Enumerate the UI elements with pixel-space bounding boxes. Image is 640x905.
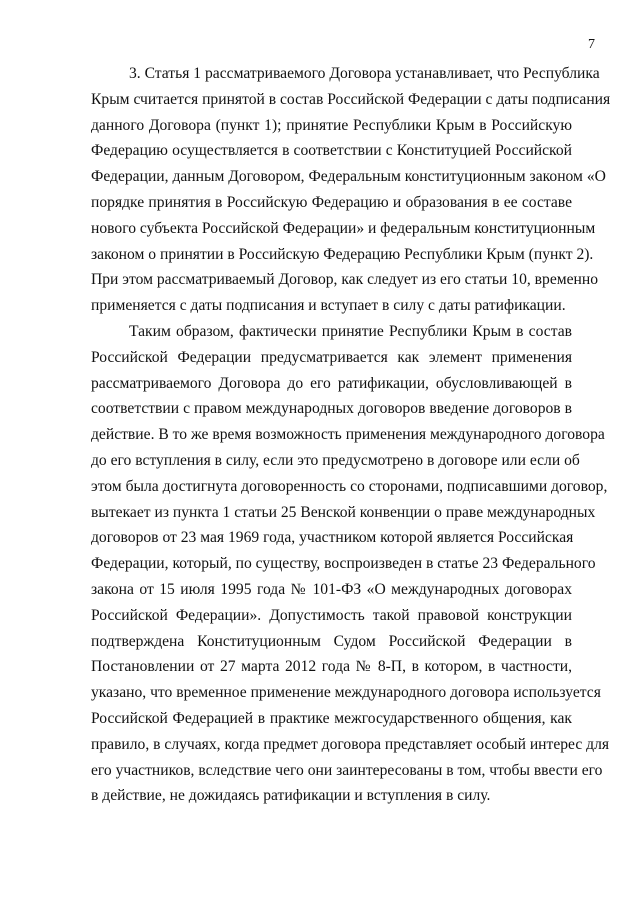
text-line: вытекает из пункта 1 статьи 25 Венской конвенции о праве международных [91,503,596,521]
text-line: нового субъекта Российской Федерации» и федеральным конституционным [91,219,596,237]
text-line: правило, в случаях, когда предмет договора представляет особый интерес для [91,735,610,753]
text-line: этом была достигнута договоренность со сторонами, подписавшими договор, [91,477,608,495]
text-line: действие. В то же время возможность применения международного договора [91,426,605,444]
text-line: Постановлении от 27 марта 2012 года № 8-П, в котором, в частности, [91,658,572,676]
text-line: закона от 15 июля 1995 года № 101-ФЗ «О международных договорах [91,580,572,598]
text-line: При этом рассматриваемый Договор, как следует из его статьи 10, временно [91,271,599,289]
text-line: Федерации, который, по существу, воспроизведен в статье 23 Федерального [91,555,596,573]
text-line: Российской Федерации предусматривается как элемент применения [91,348,572,366]
document-body [91,61,611,809]
text-line: применяется с даты подписания и вступает в силу с даты ратификации. [91,297,566,315]
text-line: соответствии с правом международных договоров введение договоров в [91,400,572,418]
text-line: Таким образом, фактически принятие Республики Крым в состав [129,322,572,340]
page-number: 7 [588,37,595,52]
text-line: данного Договора (пункт 1); принятие Республики Крым в Российскую [91,116,572,134]
text-line: Российской Федерацией в практике межгосударственного общения, как [91,709,572,727]
text-line: в действие, не дожидаясь ратификации и вступления в силу. [91,787,491,805]
text-line: 3. Статья 1 рассматриваемого Договора устанавливает, что Республика [129,65,600,82]
text-line: договоров от 23 мая 1969 года, участником которой является Российская [91,529,574,547]
text-line: его участников, вследствие чего они заинтересованы в том, чтобы ввести его [91,761,603,779]
text-line: рассматриваемого Договора до его ратификации, обусловливающей в [91,374,572,392]
paragraph-2 [91,319,610,809]
text-line: Российской Федерации». Допустимость такой правовой конструкции [91,606,572,624]
text-line: законом о принятии в Российскую Федерацию Республики Крым (пункт 2). [91,245,594,263]
text-line: указано, что временное применение международного договора используется [91,684,601,702]
text-line: до его вступления в силу, если это предусмотрено в договоре или если об [91,451,580,469]
text-line: Федерации, данным Договором, Федеральным конституционным законом «О [91,168,606,186]
text-line: подтверждена Конституционным Судом Российской Федерации в [91,632,572,650]
text-line: Крым считается принятой в состав Российской Федерации с даты подписания [91,90,611,108]
text-line: Федерацию осуществляется в соответствии с Конституцией Российской [91,142,572,160]
text-line: порядке принятия в Российскую Федерацию и образования в ее составе [91,193,572,211]
paragraph-1 [91,61,611,319]
